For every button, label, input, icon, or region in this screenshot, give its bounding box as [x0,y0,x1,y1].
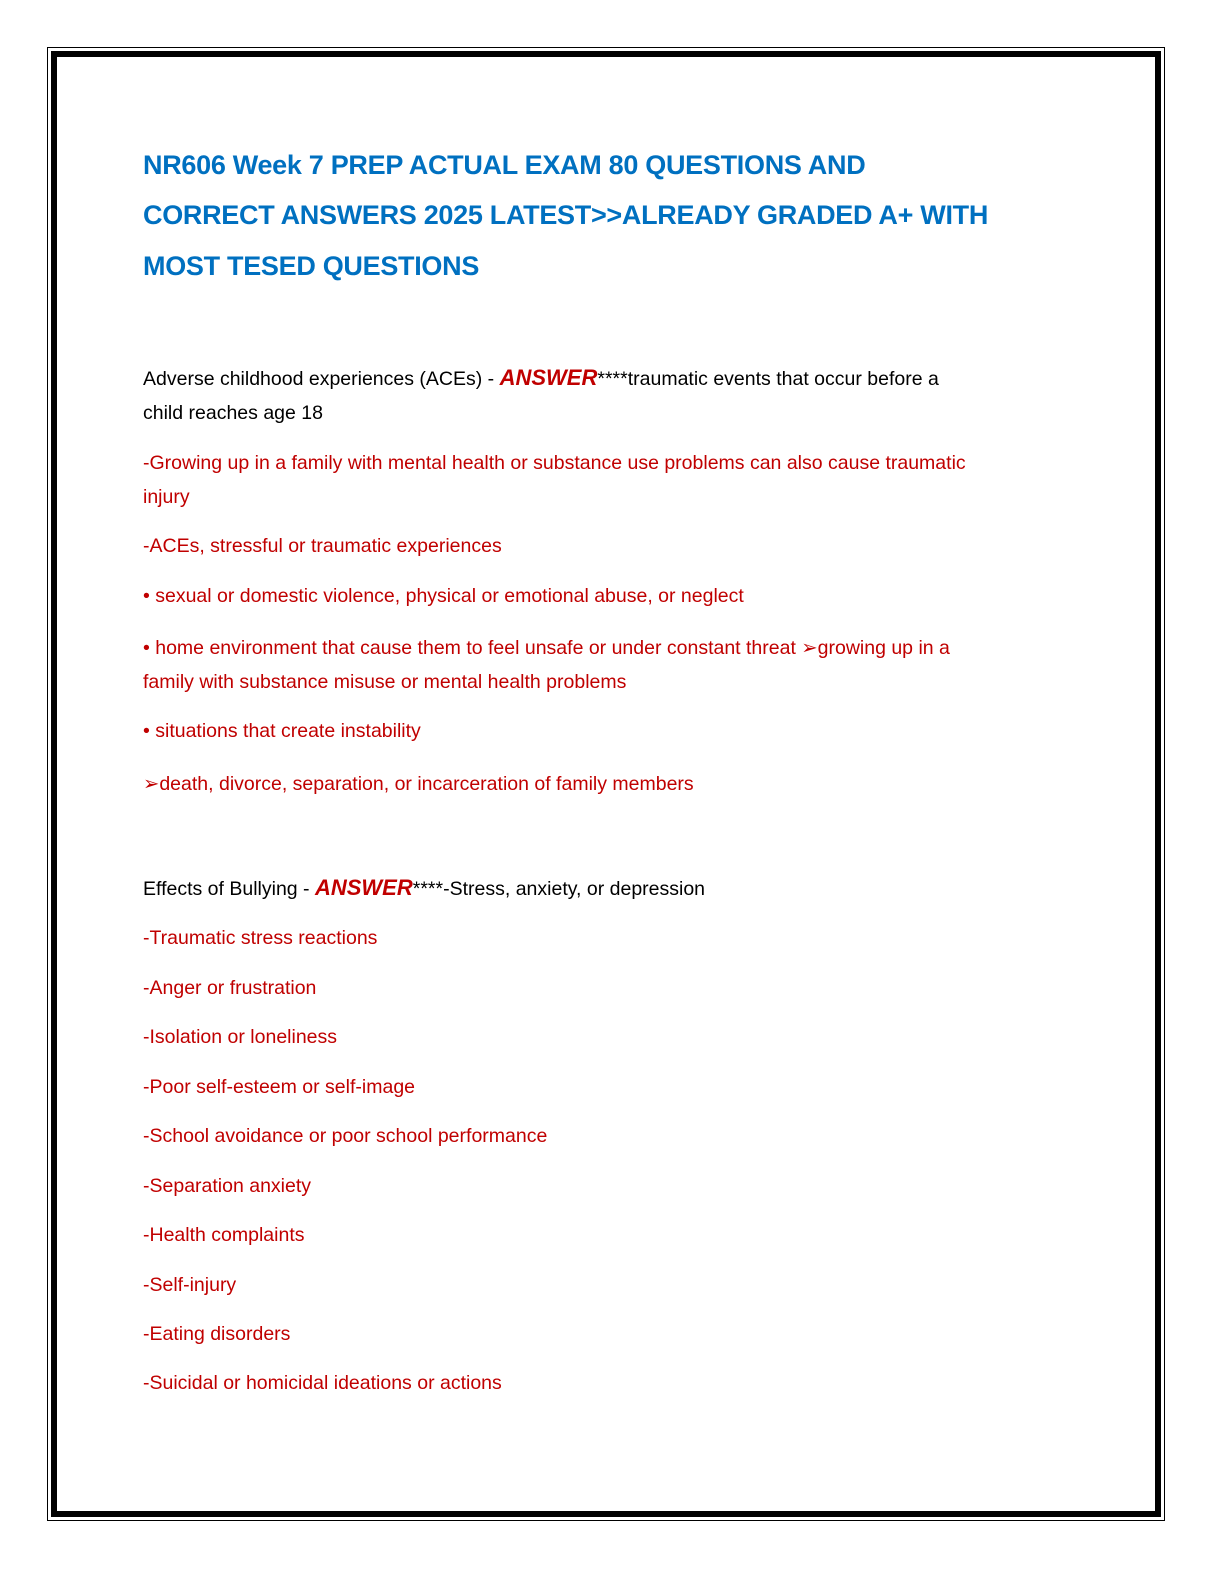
question-2 [143,875,705,902]
document-title-line: MOST TESED QUESTIONS [143,251,480,281]
answer-line: family with substance misuse or mental health problems [143,671,627,693]
answer-line: -Suicidal or homicidal ideations or actions [143,1372,502,1394]
answer-line: -Isolation or loneliness [143,1026,338,1048]
answer-line: -Growing up in a family with mental health or substance use problems can also cause traumatic [143,452,966,474]
answer-line: -Traumatic stress reactions [143,927,378,949]
answer-line: -School avoidance or poor school performance [143,1125,548,1147]
answer-line: -ACEs, stressful or traumatic experiences [143,535,502,557]
question-1 [143,365,939,392]
answer-line: -Anger or frustration [143,977,317,999]
answer-line: -Self-injury [143,1274,237,1296]
answer-line: • home environment that cause them to feel unsafe or under constant threat ➢growing up in a [143,637,950,659]
answer-line: -Eating disorders [143,1323,291,1345]
question-text: Effects of Bullying - [143,878,315,900]
answer-label: ANSWER [314,875,413,900]
question-text: Adverse childhood experiences (ACEs) - [143,368,500,390]
answer-line: -Separation anxiety [143,1175,312,1197]
answer-line: injury [143,486,190,508]
answer-text: ****traumatic events that occur before a [597,368,939,390]
document-title-line: CORRECT ANSWERS 2025 LATEST>>ALREADY GRADED A+ WITH [143,200,989,230]
answer-text-cont: child reaches age 18 [143,402,323,424]
answer-line: ➢death, divorce, separation, or incarceration of family members [143,773,694,795]
answer-line: -Health complaints [143,1224,305,1246]
answer-text: ****-Stress, anxiety, or depression [412,878,706,900]
answer-line: • situations that create instability [143,720,421,742]
document-title-line: NR606 Week 7 PREP ACTUAL EXAM 80 QUESTIONS AND [143,150,866,180]
answer-line: -Poor self-esteem or self-image [143,1076,416,1098]
answer-label: ANSWER [499,365,598,390]
answer-line: • sexual or domestic violence, physical or emotional abuse, or neglect [143,585,744,607]
